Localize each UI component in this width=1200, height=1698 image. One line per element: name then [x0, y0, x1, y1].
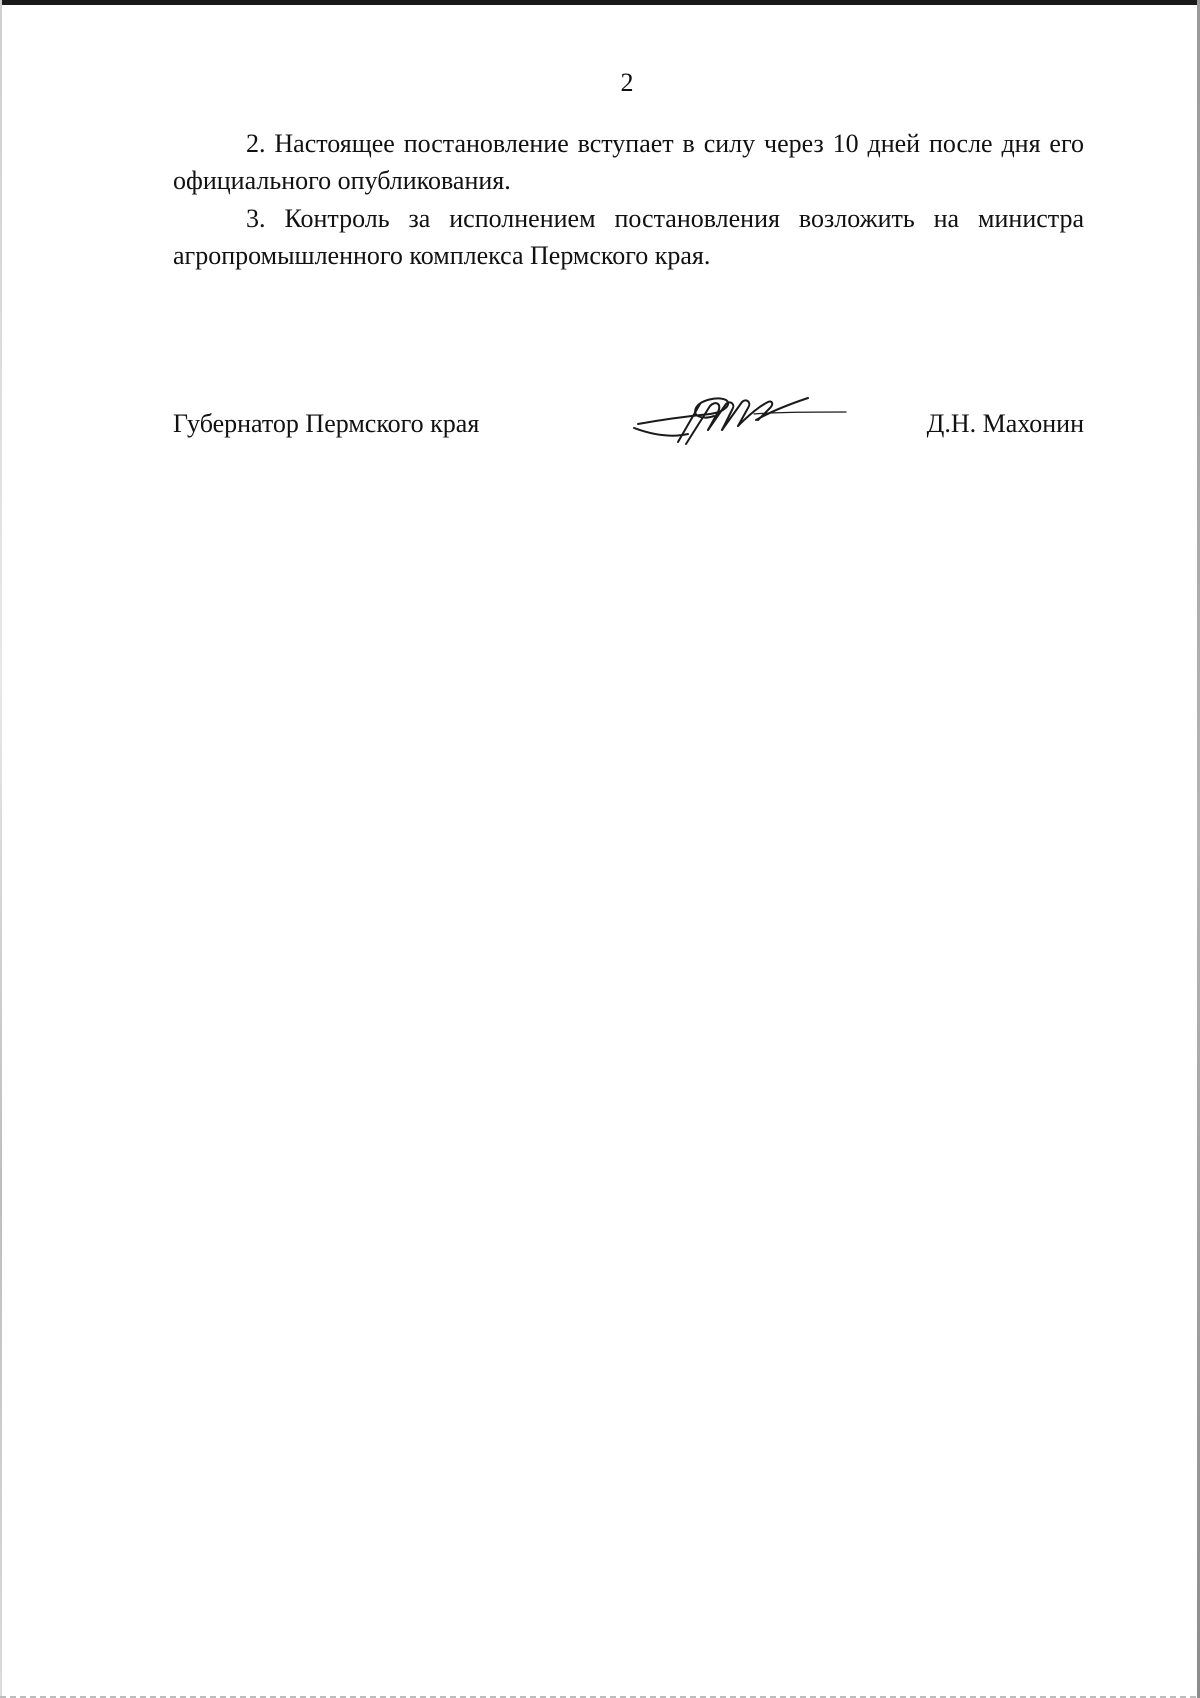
signatory-position: Губернатор Пермского края	[173, 409, 480, 438]
scan-edge-left	[0, 0, 2, 1698]
page-number: 2	[620, 68, 634, 97]
signature-block	[173, 405, 1084, 445]
paragraph-control: 3. Контроль за исполнением постановления возложить на министра агропромышленного комплекса Пермского края.	[173, 204, 1084, 270]
document-body	[173, 125, 1084, 274]
paragraph-effective-date: 2. Настоящее постановление вступает в силу через 10 дней после дня его официального опубликования.	[173, 129, 1084, 195]
signatory-name: Д.Н. Махонин	[926, 409, 1084, 438]
handwritten-signature	[630, 390, 850, 450]
scan-edge-top	[0, 0, 1200, 5]
